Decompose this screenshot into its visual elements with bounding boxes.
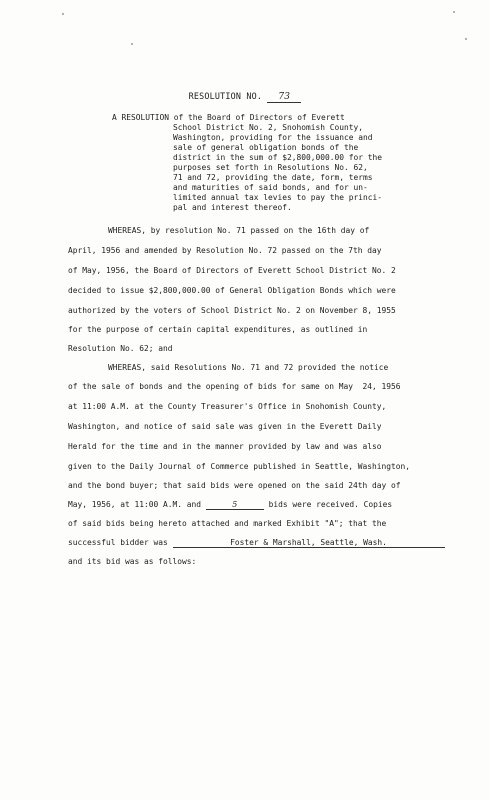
abstract-line: School District No. 2, Snohomish County, (173, 123, 364, 132)
scan-speck (62, 13, 64, 15)
abstract-line: A RESOLUTION of the Board of Directors of Everett (112, 113, 345, 122)
resolution-title-label: RESOLUTION NO. (188, 91, 263, 101)
scan-speck (453, 11, 455, 13)
bidder-line-prefix: successful bidder was (68, 538, 168, 547)
paragraph-1-line: of May, 1956, the Board of Directors of Everett School District No. 2 (68, 266, 396, 275)
paragraph-2-line: and the bond buyer; that said bids were opened on the said 24th day of (68, 481, 401, 490)
paragraph-1-line: authorized by the voters of School District No. 2 on November 8, 1955 (68, 306, 396, 315)
paragraph-1-line: April, 1956 and amended by Resolution No. 72 passed on the 7th day (68, 246, 382, 255)
successful-bidder: Foster & Marshall, Seattle, Wash. (173, 539, 445, 548)
abstract-line: limited annual tax levies to pay the princi- (173, 193, 383, 202)
exhibit-line: of said bids being hereto attached and marked Exhibit "A"; that the (68, 519, 387, 528)
bids-received-line (68, 500, 392, 510)
paragraph-2-line: Washington, and notice of said sale was given in the Everett Daily (68, 422, 382, 431)
paragraph-1-line: for the purpose of certain capital expenditures, as outlined in (68, 325, 368, 334)
paragraph-2-line: Herald for the time and in the manner provided by law and was also (68, 442, 382, 451)
paragraph-2-line: of the sale of bonds and the opening of bids for same on May 24, 1956 (68, 382, 401, 391)
paragraph-1-line: decided to issue $2,800,000.00 of General Obligation Bonds which were (68, 286, 396, 295)
bids-line-suffix: bids were received. Copies (268, 500, 393, 509)
paragraph-1-line: WHEREAS, by resolution No. 71 passed on the 16th day of (108, 226, 370, 235)
abstract-line: sale of general obligation bonds of the (173, 143, 359, 152)
paragraph-2-line: WHEREAS, said Resolutions No. 71 and 72 provided the notice (108, 363, 389, 372)
successful-bidder-line (68, 538, 445, 548)
abstract-line: district in the sum of $2,800,000.00 for the (173, 153, 383, 162)
paragraph-1-line: Resolution No. 62; and (68, 344, 173, 353)
paragraph-2-line: at 11:00 A.M. at the County Treasurer's Office in Snohomish County, (68, 402, 387, 411)
bids-line-prefix: May, 1956, at 11:00 A.M. and (68, 500, 202, 509)
bid-follows-line: and its bid was as follows: (68, 557, 197, 566)
abstract-line: 71 and 72, providing the date, form, terms (173, 173, 373, 182)
abstract-line: Washington, providing for the issuance and (173, 133, 373, 142)
resolution-title (0, 91, 490, 103)
paragraph-2-line: given to the Daily Journal of Commerce published in Seattle, Washington, (68, 462, 411, 471)
bids-count: 5 (206, 501, 264, 510)
abstract-line: purposes set forth in Resolutions No. 62, (173, 163, 368, 172)
scan-speck (131, 43, 133, 45)
resolution-number: 73 (267, 93, 301, 103)
abstract-line: pal and interest thereof. (173, 203, 292, 212)
abstract-line: and maturities of said bonds, and for un- (173, 183, 368, 192)
scan-speck (465, 38, 467, 40)
